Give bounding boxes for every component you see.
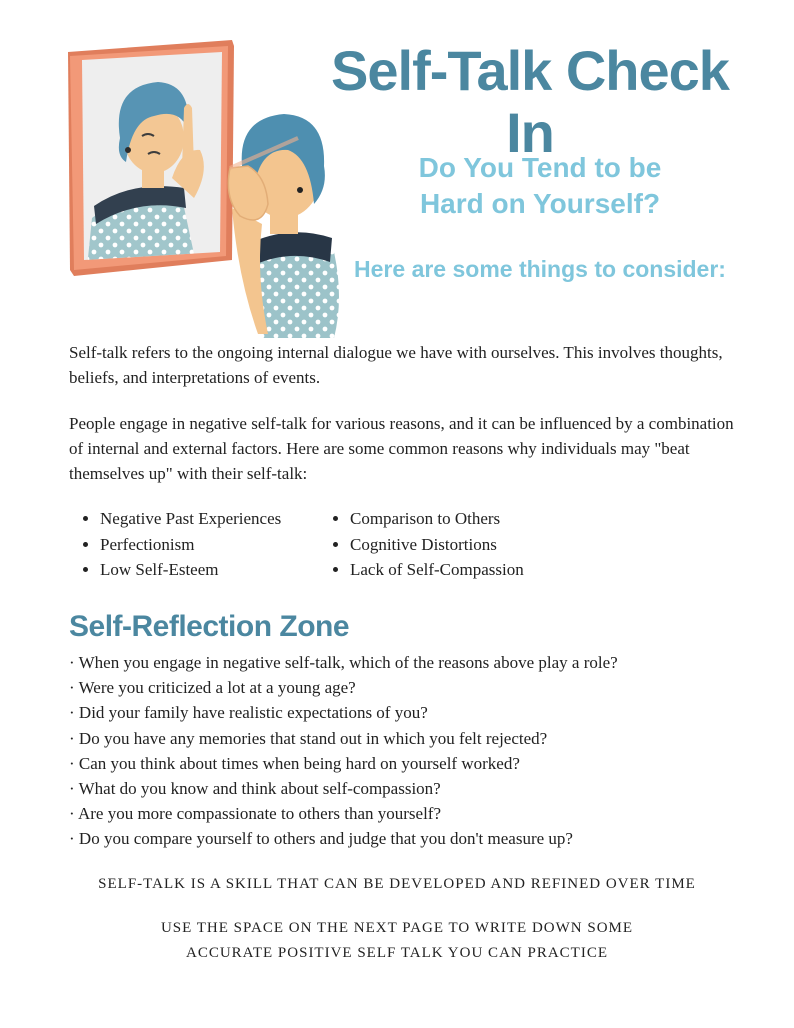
reason-item: • Negative Past Experiences — [100, 506, 330, 532]
closing-instruction-line-1: USE THE SPACE ON THE NEXT PAGE TO WRITE DOWN SOME — [160, 920, 634, 936]
reason-item: • Cognitive Distortions — [350, 532, 580, 558]
subtitle — [360, 150, 720, 223]
reason-item: • Lack of Self-Compassion — [350, 557, 580, 583]
reflection-question: · Are you more compassionate to others than yourself? — [69, 804, 442, 824]
reason-item: • Comparison to Others — [350, 506, 580, 532]
reflection-zone-title: Self-Reflection Zone — [69, 610, 350, 643]
subtitle-line-1: Do You Tend to be — [418, 152, 662, 183]
subtitle-line-2: Hard on Yourself? — [419, 188, 661, 220]
reflection-question: · Were you criticized a lot at a young age? — [69, 678, 356, 698]
reasons-list — [80, 506, 600, 583]
reflection-questions — [69, 650, 759, 852]
reflection-question: · Did your family have realistic expectations of you? — [69, 703, 428, 723]
consider-heading: Here are some things to consider: — [354, 256, 726, 282]
reflection-question: · What do you know and think about self-compassion? — [69, 779, 441, 799]
reflection-question: · When you engage in negative self-talk, which of the reasons above play a role? — [69, 653, 618, 672]
reflection-question: · Do you compare yourself to others and judge that you don't measure up? — [69, 829, 573, 849]
closing-instruction-line-2: ACCURATE POSITIVE SELF TALK YOU CAN PRACTICE — [186, 945, 608, 961]
reasons-column-1 — [80, 506, 330, 583]
reflection-question: · Can you think about times when being hard on yourself worked? — [69, 753, 520, 773]
intro-paragraph-1: Self-talk refers to the ongoing internal dialogue we have with ourselves. This involves thoughts, beliefs, and interpretations of events. — [69, 343, 723, 387]
reason-item: • Perfectionism — [100, 532, 330, 558]
closing-instruction — [40, 916, 754, 966]
page-title: Self-Talk Check In — [331, 39, 729, 164]
closing-statement: SELF-TALK IS A SKILL THAT CAN BE DEVELOPED AND REFINED OVER TIME — [98, 876, 696, 892]
reflection-question: · Do you have any memories that stand out in which you felt rejected? — [69, 728, 548, 748]
reasons-column-2 — [330, 506, 580, 583]
reason-item: • Low Self-Esteem — [100, 557, 330, 583]
intro-paragraph-2: People engage in negative self-talk for various reasons, and it can be influenced by a combination of internal and external factors. Here are some common reasons why individuals may "beat themselves up" with their self-talk: — [69, 414, 734, 483]
